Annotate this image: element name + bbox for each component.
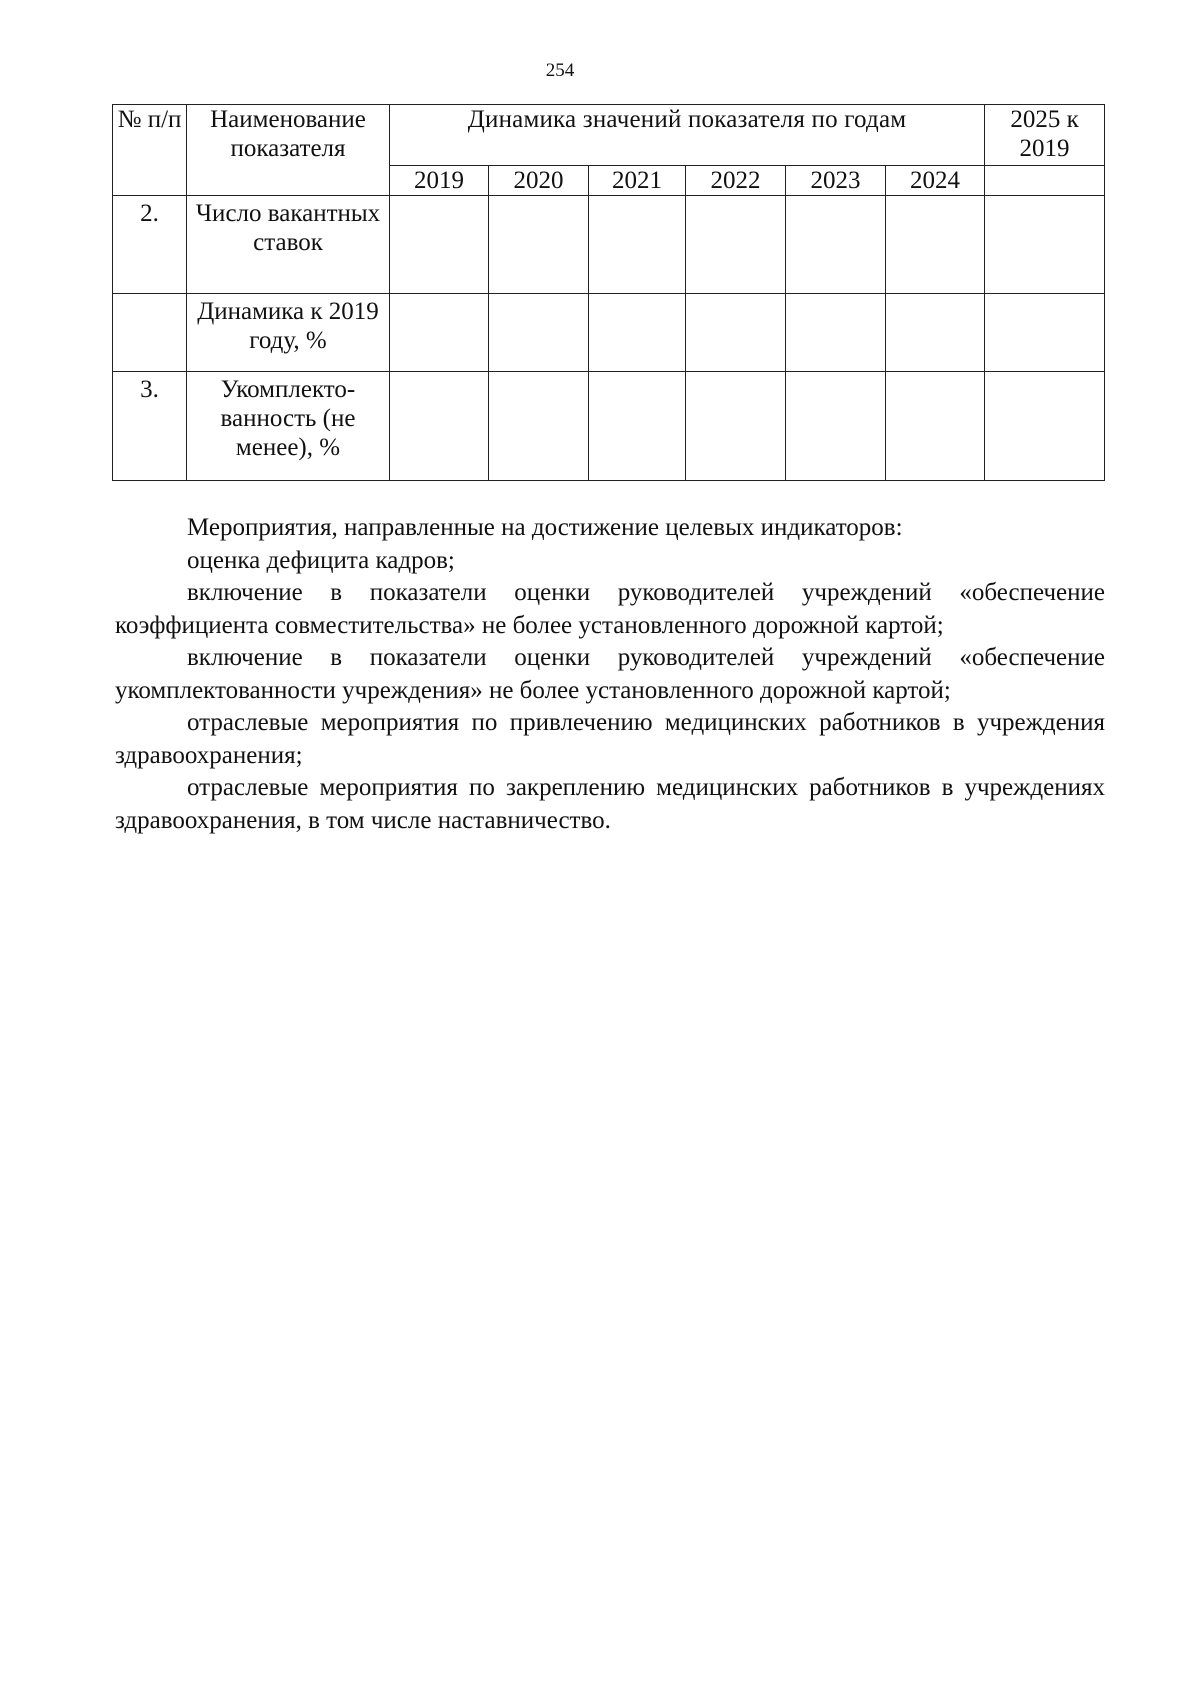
measures-intro: Мероприятия, направленные на достижение целевых индикаторов: [187,514,903,541]
header-ratio-empty [985,166,1105,196]
table-row [113,372,1105,481]
header-dynamics: Динамика значений показателя по годам [390,105,985,166]
table-row [113,196,1105,294]
table-cell [390,372,489,481]
table-cell [786,196,886,294]
indicators-table [112,104,1105,481]
table-cell [985,196,1105,294]
table-cell [686,294,786,372]
table-cell [786,294,886,372]
table-cell [686,196,786,294]
row-number: 2. [113,196,187,294]
table-cell [786,372,886,481]
table-cell [390,196,489,294]
header-ratio: 2025 к 2019 [985,105,1105,166]
measure-item: оценка дефицита кадров; [187,546,455,574]
header-year: 2024 [886,166,985,196]
header-year: 2019 [390,166,489,196]
table-header-row [113,105,1105,166]
header-number: № п/п [113,105,187,196]
header-year: 2020 [489,166,589,196]
measures-text [115,512,1105,837]
row-indicator-name: Число вакантных ставок [187,196,390,294]
header-year: 2021 [589,166,686,196]
table-cell [985,372,1105,481]
header-indicator-name: Наименование показателя [187,105,390,196]
table-cell [686,372,786,481]
table-row [113,294,1105,372]
row-number [113,294,187,372]
header-year: 2023 [786,166,886,196]
header-year: 2022 [686,166,786,196]
table-cell [489,294,589,372]
table-cell [589,294,686,372]
table-cell [886,294,985,372]
row-indicator-name: Динамика к 2019 году, % [187,294,390,372]
measure-item: отраслевые мероприятия по привлечению медицинских работников в учреждения здравоохранения; [115,709,1105,769]
row-indicator-name: Укомплекто-ванность (не менее), % [187,372,390,481]
table-cell [489,196,589,294]
table-cell [589,196,686,294]
measure-item: включение в показатели оценки руководителей учреждений «обеспечение укомплектованности учреждения» не более установленного дорожной картой; [115,644,1105,704]
table-cell [589,372,686,481]
measure-item: включение в показатели оценки руководителей учреждений «обеспечение коэффициента совместительства» не более установленного дорожной картой; [115,579,1105,639]
table-cell [886,196,985,294]
page-number: 254 [545,60,575,81]
table-cell [886,372,985,481]
row-number: 3. [113,372,187,481]
table-cell [985,294,1105,372]
table-cell [390,294,489,372]
table-cell [489,372,589,481]
measure-item: отраслевые мероприятия по закреплению медицинских работников в учреждениях здравоохранения, в том числе наставничество. [115,774,1105,834]
